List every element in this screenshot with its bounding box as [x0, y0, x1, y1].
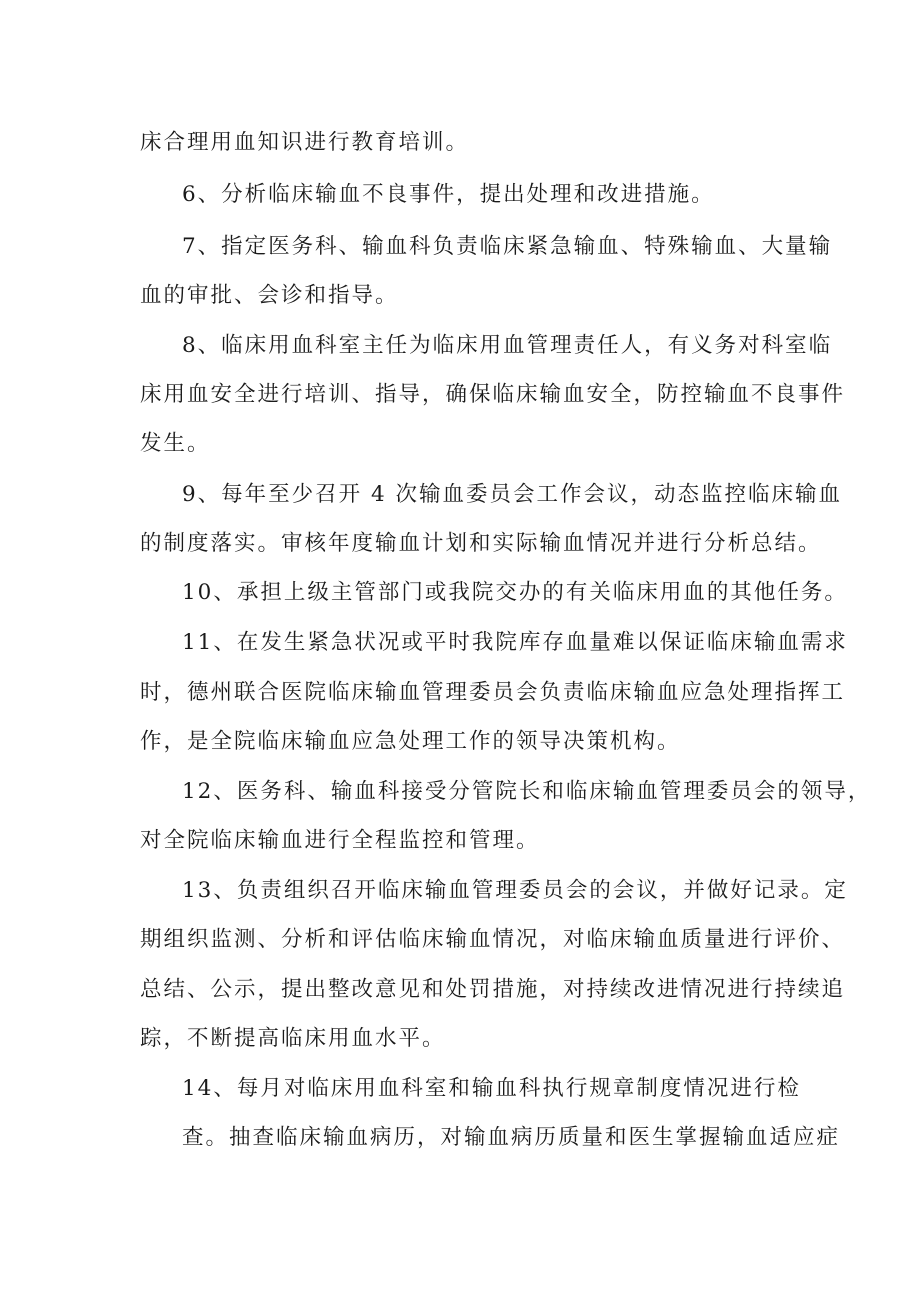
- text-line: 作，是全院临床输血应急处理工作的领导决策机构。: [140, 729, 681, 754]
- text-line: 总结、公示，提出整改意见和处罚措施，对持续改进情况进行持续追: [140, 977, 846, 1002]
- text-line: 13、负责组织召开临床输血管理委员会的会议，并做好记录。定: [182, 878, 848, 903]
- text-line: 8、临床用血科室主任为临床用血管理责任人，有义务对科室临: [182, 333, 833, 358]
- text-line: 的制度落实。审核年度输血计划和实际输血情况并进行分析总结。: [140, 531, 822, 556]
- text-line: 7、指定医务科、输血科负责临床紧急输血、特殊输血、大量输: [182, 234, 833, 259]
- text-line: 10、承担上级主管部门或我院交办的有关临床用血的其他任务。: [182, 580, 848, 605]
- text-line: 期组织监测、分析和评估临床输血情况，对临床输血质量进行评价、: [140, 927, 846, 952]
- text-line: 血的审批、会诊和指导。: [140, 283, 399, 308]
- text-line: 12、医务科、输血科接受分管院长和临床输血管理委员会的领导，: [182, 779, 872, 804]
- text-line: 9、每年至少召开 4 次输血委员会工作会议，动态监控临床输血: [182, 482, 843, 507]
- text-line: 14、每月对临床用血科室和输血科执行规章制度情况进行检: [182, 1076, 801, 1101]
- text-line: 床用血安全进行培训、指导，确保临床输血安全，防控输血不良事件: [140, 382, 846, 407]
- text-line: 踪，不断提高临床用血水平。: [140, 1026, 446, 1051]
- text-line: 6、分析临床输血不良事件，提出处理和改进措施。: [182, 182, 715, 207]
- text-line: 查。抽查临床输血病历，对输血病历质量和医生掌握输血适应症: [182, 1125, 841, 1150]
- text-line: 发生。: [140, 431, 211, 456]
- text-line: 11、在发生紧急状况或平时我院库存血量难以保证临床输血需求: [182, 630, 848, 655]
- text-line: 床合理用血知识进行教育培训。: [140, 130, 470, 155]
- text-line: 对全院临床输血进行全程监控和管理。: [140, 828, 540, 853]
- text-line: 时，德州联合医院临床输血管理委员会负责临床输血应急处理指挥工: [140, 680, 846, 705]
